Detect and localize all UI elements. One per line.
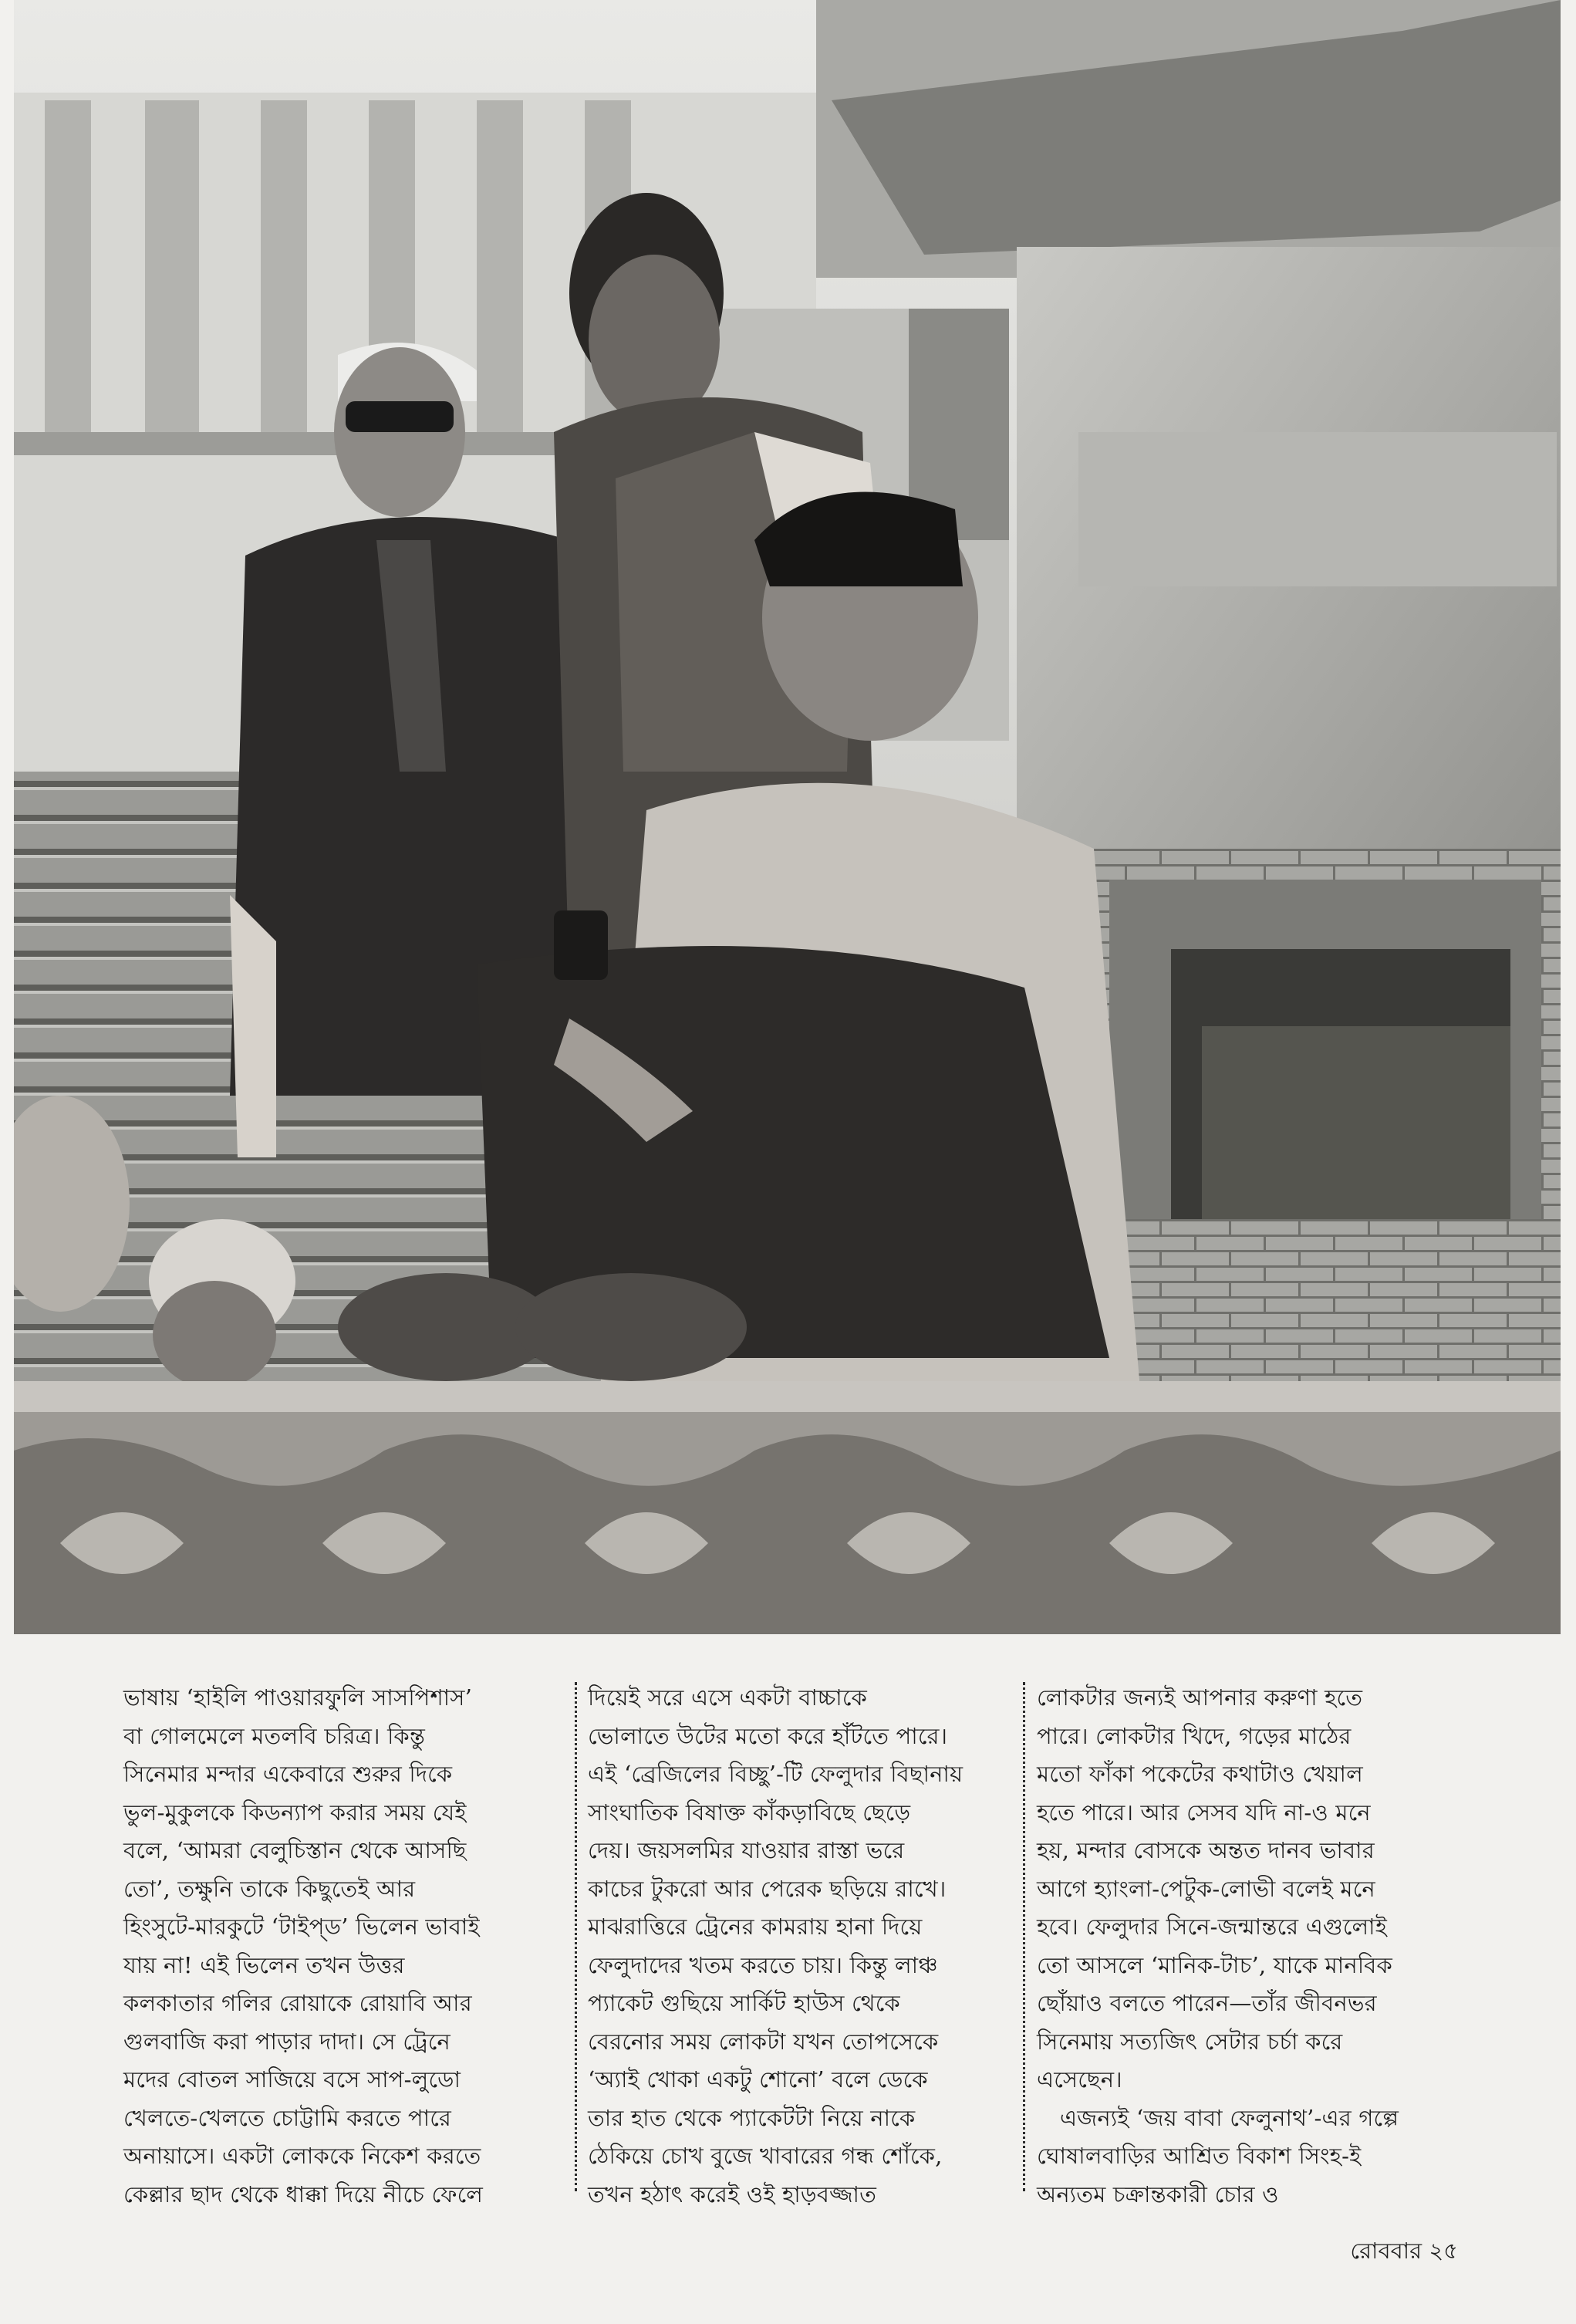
column-line: তো’, তক্ষুনি তাকে কিছুতেই আর	[123, 1875, 416, 1902]
text-column-2	[588, 1679, 1035, 2214]
column-line: এজন্যই ‘জয় বাবা ফেলুনাথ’-এর গল্পে	[1060, 2104, 1399, 2131]
column-line: ঘোষালবাড়ির আশ্রিত বিকাশ সিংহ-ই	[1037, 2143, 1362, 2169]
column-line: ভুল-মুকুলকে কিডন্যাপ করার সময় যেই	[123, 1799, 467, 1826]
column-line: গুলবাজি করা পাড়ার দাদা। সে ট্রেনে	[123, 2028, 451, 2055]
article-photo	[14, 0, 1561, 1634]
column-divider	[575, 1682, 577, 2191]
text-column-1	[123, 1679, 571, 2214]
column-line: প্যাকেট গুছিয়ে সার্কিট হাউস থেকে	[588, 1990, 900, 2016]
column-line: পারে। লোকটার খিদে, গড়ের মাঠের	[1037, 1722, 1352, 1749]
page-folio: রোববার ২৫	[1350, 2238, 1458, 2264]
column-line: ছোঁয়াও বলতে পারেন—তাঁর জীবনভর	[1037, 1990, 1377, 2016]
column-line: হয়, মন্দার বোসকে অন্তত দানব ভাবার	[1037, 1837, 1375, 1863]
column-line: আগে হ্যাংলা-পেটুক-লোভী বলেই মনে	[1037, 1875, 1375, 1902]
film-still-illustration	[14, 0, 1561, 1634]
column-line: যায় না! এই ভিলেন তখন উত্তর	[123, 1951, 405, 1978]
column-line: অনায়াসে। একটা লোককে নিকেশ করতে	[123, 2143, 481, 2169]
column-line: মাঝরাত্তিরে ট্রেনের কামরায় হানা দিয়ে	[588, 1914, 923, 1940]
column-line: ভাষায় ‘হাইলি পাওয়ারফুলি সাসপিশাস’	[123, 1684, 473, 1711]
column-line: বেরনোর সময় লোকটা যখন তোপসেকে	[588, 2028, 939, 2055]
column-line: হতে পারে। আর সেসব যদি না-ও মনে	[1037, 1799, 1371, 1826]
column-line: ভোলাতে উটের মতো করে হাঁটতে পারে।	[588, 1722, 948, 1749]
column-line: তার হাত থেকে প্যাকেটটা নিয়ে নাকে	[588, 2104, 916, 2131]
column-line: এই ‘ব্রেজিলের বিচ্ছু’-টি ফেলুদার বিছানায়	[588, 1761, 963, 1787]
column-line: কাচের টুকরো আর পেরেক ছড়িয়ে রাখে।	[588, 1875, 947, 1902]
column-line: দিয়েই সরে এসে একটা বাচ্চাকে	[588, 1684, 867, 1711]
column-line: ‘অ্যাই খোকা একটু শোনো’ বলে ডেকে	[588, 2066, 928, 2093]
column-line: হবে। ফেলুদার সিনে-জন্মান্তরে এগুলোই	[1037, 1914, 1388, 1940]
column-line: এসেছেন।	[1037, 2066, 1122, 2093]
column-line: তো আসলে ‘মানিক-টাচ’, যাকে মানবিক	[1037, 1951, 1392, 1978]
column-line: বলে, ‘আমরা বেলুচিস্তান থেকে আসছি	[123, 1837, 467, 1863]
column-line: সাংঘাতিক বিষাক্ত কাঁকড়াবিছে ছেড়ে	[588, 1799, 911, 1826]
column-line: মদের বোতল সাজিয়ে বসে সাপ-লুডো	[123, 2066, 461, 2093]
column-line: হিংসুটে-মারকুটে ‘টাইপ্‌ড’ ভিলেন ভাবাই	[123, 1914, 480, 1940]
column-line: অন্যতম চক্রান্তকারী চোর ও	[1037, 2180, 1279, 2207]
column-line: বা গোলমেলে মতলবি চরিত্র। কিন্তু	[123, 1722, 426, 1749]
text-column-3	[1037, 1679, 1484, 2214]
column-line: তখন হঠাৎ করেই ওই হাড়বজ্জাত	[588, 2180, 877, 2207]
column-divider	[1023, 1682, 1025, 2191]
column-line: ঠেকিয়ে চোখ বুজে খাবারের গন্ধ শোঁকে,	[588, 2143, 943, 2169]
column-line: কলকাতার গলির রোয়াকে রোয়াবি আর	[123, 1990, 472, 2016]
column-line: ফেলুদাদের খতম করতে চায়। কিন্তু লাঞ্চ	[588, 1951, 938, 1978]
column-line: মতো ফাঁকা পকেটের কথাটাও খেয়াল	[1037, 1761, 1363, 1787]
column-line: খেলতে-খেলতে চোট্টামি করতে পারে	[123, 2104, 451, 2131]
column-line: সিনেমার মন্দার একেবারে শুরুর দিকে	[123, 1761, 453, 1787]
column-line: দেয়। জয়সলমির যাওয়ার রাস্তা ভরে	[588, 1837, 905, 1863]
column-line: সিনেমায় সত্যজিৎ সেটার চর্চা করে	[1037, 2028, 1343, 2055]
column-line: লোকটার জন্যই আপনার করুণা হতে	[1037, 1684, 1363, 1711]
column-line: কেল্লার ছাদ থেকে ধাক্কা দিয়ে নীচে ফেলে	[123, 2180, 484, 2207]
